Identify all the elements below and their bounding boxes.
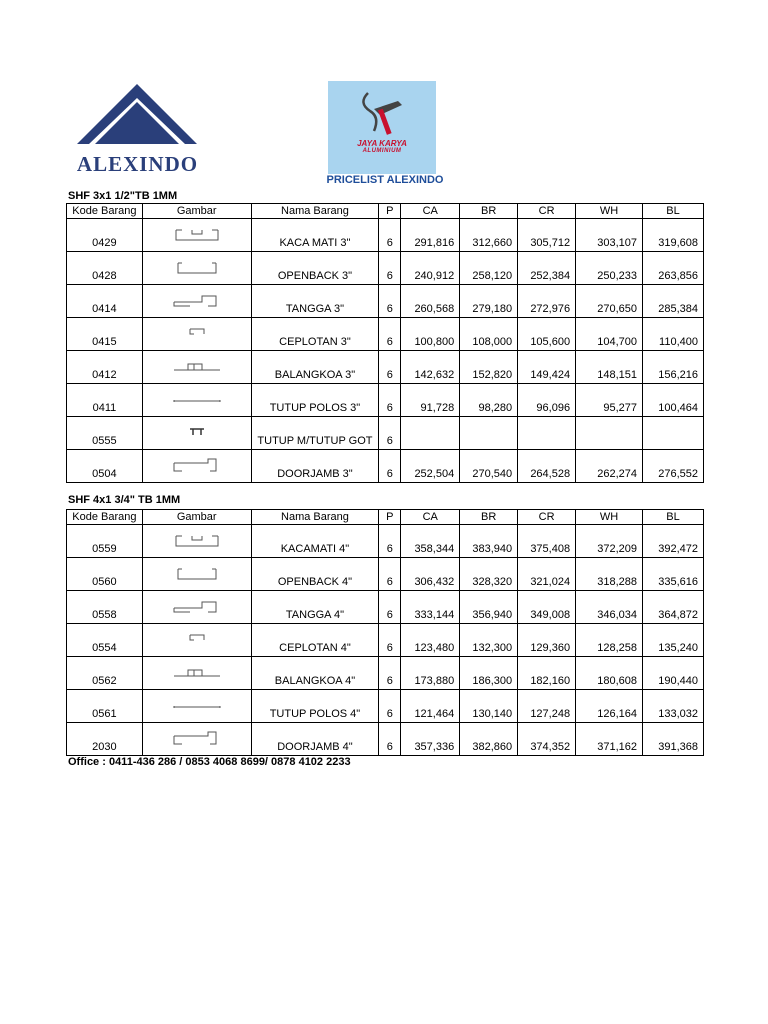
- gambar-cell: [142, 558, 251, 591]
- column-header-bl: BL: [642, 510, 703, 525]
- price-table-shf-4x1: [66, 509, 704, 756]
- p-cell: 6: [379, 285, 401, 318]
- price-cr-cell: 127,248: [518, 690, 576, 723]
- price-bl-cell: 135,240: [642, 624, 703, 657]
- alexindo-triangle-icon: [70, 82, 205, 150]
- p-cell: 6: [379, 723, 401, 756]
- nama-barang-cell: TANGGA 3": [251, 285, 379, 318]
- price-cr-cell: 129,360: [518, 624, 576, 657]
- table-row: [67, 384, 704, 417]
- profile-balangkoa-icon: [172, 358, 222, 376]
- p-cell: 6: [379, 219, 401, 252]
- price-br-cell: 383,940: [460, 525, 518, 558]
- nama-barang-cell: DOORJAMB 3": [251, 450, 379, 483]
- profile-tangga-icon: [172, 598, 222, 616]
- kode-barang-cell: 0561: [67, 690, 143, 723]
- jaya-karya-logo: [328, 81, 436, 174]
- p-cell: 6: [379, 417, 401, 450]
- price-cr-cell: 182,160: [518, 657, 576, 690]
- price-ca-cell: [401, 417, 460, 450]
- price-cr-cell: [518, 417, 576, 450]
- profile-ceplotan-icon: [172, 325, 222, 343]
- nama-barang-cell: OPENBACK 3": [251, 252, 379, 285]
- column-header-kode-barang: Kode Barang: [67, 510, 143, 525]
- kode-barang-cell: 0415: [67, 318, 143, 351]
- alexindo-logo: [70, 82, 205, 177]
- price-wh-cell: [576, 417, 643, 450]
- table-row: [67, 657, 704, 690]
- column-header-nama-barang: Nama Barang: [251, 204, 379, 219]
- price-wh-cell: 303,107: [576, 219, 643, 252]
- price-wh-cell: 128,258: [576, 624, 643, 657]
- price-ca-cell: 240,912: [401, 252, 460, 285]
- nama-barang-cell: BALANGKOA 3": [251, 351, 379, 384]
- gambar-cell: [142, 384, 251, 417]
- kode-barang-cell: 0414: [67, 285, 143, 318]
- profile-openback-icon: [172, 259, 222, 277]
- price-wh-cell: 180,608: [576, 657, 643, 690]
- profile-balangkoa-icon: [172, 664, 222, 682]
- gambar-cell: [142, 351, 251, 384]
- p-cell: 6: [379, 657, 401, 690]
- price-ca-cell: 123,480: [401, 624, 460, 657]
- price-bl-cell: 364,872: [642, 591, 703, 624]
- price-cr-cell: 375,408: [518, 525, 576, 558]
- table-row: [67, 525, 704, 558]
- price-ca-cell: 358,344: [401, 525, 460, 558]
- column-header-p: P: [379, 204, 401, 219]
- price-br-cell: [460, 417, 518, 450]
- gambar-cell: [142, 690, 251, 723]
- nama-barang-cell: DOORJAMB 4": [251, 723, 379, 756]
- price-ca-cell: 306,432: [401, 558, 460, 591]
- table-row: [67, 417, 704, 450]
- gambar-cell: [142, 723, 251, 756]
- kode-barang-cell: 0562: [67, 657, 143, 690]
- profile-tutup-polos-icon: [172, 697, 222, 715]
- price-bl-cell: 156,216: [642, 351, 703, 384]
- column-header-bl: BL: [642, 204, 703, 219]
- jaya-karya-emblem-icon: [328, 81, 436, 139]
- price-wh-cell: 371,162: [576, 723, 643, 756]
- nama-barang-cell: TUTUP POLOS 4": [251, 690, 379, 723]
- p-cell: 6: [379, 252, 401, 285]
- nama-barang-cell: CEPLOTAN 3": [251, 318, 379, 351]
- nama-barang-cell: BALANGKOA 4": [251, 657, 379, 690]
- price-wh-cell: 372,209: [576, 525, 643, 558]
- price-bl-cell: [642, 417, 703, 450]
- table-row: [67, 219, 704, 252]
- price-bl-cell: 190,440: [642, 657, 703, 690]
- table-row: [67, 252, 704, 285]
- price-ca-cell: 100,800: [401, 318, 460, 351]
- kode-barang-cell: 0429: [67, 219, 143, 252]
- table-row: [67, 285, 704, 318]
- gambar-cell: [142, 657, 251, 690]
- profile-kaca-mati-icon: [172, 532, 222, 550]
- price-cr-cell: 252,384: [518, 252, 576, 285]
- price-ca-cell: 252,504: [401, 450, 460, 483]
- price-bl-cell: 276,552: [642, 450, 703, 483]
- price-bl-cell: 319,608: [642, 219, 703, 252]
- price-br-cell: 186,300: [460, 657, 518, 690]
- p-cell: 6: [379, 450, 401, 483]
- price-cr-cell: 272,976: [518, 285, 576, 318]
- price-wh-cell: 270,650: [576, 285, 643, 318]
- price-bl-cell: 110,400: [642, 318, 703, 351]
- gambar-cell: [142, 591, 251, 624]
- gambar-cell: [142, 252, 251, 285]
- price-cr-cell: 321,024: [518, 558, 576, 591]
- p-cell: 6: [379, 558, 401, 591]
- kode-barang-cell: 0428: [67, 252, 143, 285]
- price-cr-cell: 96,096: [518, 384, 576, 417]
- price-ca-cell: 91,728: [401, 384, 460, 417]
- price-br-cell: 270,540: [460, 450, 518, 483]
- profile-ceplotan-icon: [172, 631, 222, 649]
- gambar-cell: [142, 318, 251, 351]
- price-cr-cell: 374,352: [518, 723, 576, 756]
- price-table-shf-3x1: [66, 203, 704, 483]
- price-wh-cell: 95,277: [576, 384, 643, 417]
- nama-barang-cell: KACA MATI 3": [251, 219, 379, 252]
- column-header-cr: CR: [518, 204, 576, 219]
- price-wh-cell: 346,034: [576, 591, 643, 624]
- price-bl-cell: 263,856: [642, 252, 703, 285]
- jaya-karya-name: JAYA KARYA: [357, 139, 407, 148]
- alexindo-logo-text: ALEXINDO: [76, 152, 199, 176]
- price-br-cell: 130,140: [460, 690, 518, 723]
- column-header-ca: CA: [401, 510, 460, 525]
- column-header-ca: CA: [401, 204, 460, 219]
- table-row: [67, 318, 704, 351]
- profile-kaca-mati-icon: [172, 226, 222, 244]
- price-wh-cell: 126,164: [576, 690, 643, 723]
- gambar-cell: [142, 285, 251, 318]
- price-bl-cell: 133,032: [642, 690, 703, 723]
- price-br-cell: 98,280: [460, 384, 518, 417]
- price-br-cell: 152,820: [460, 351, 518, 384]
- pricelist-title: PRICELIST ALEXINDO: [326, 174, 444, 186]
- table-row: [67, 558, 704, 591]
- column-header-wh: WH: [576, 510, 643, 525]
- table-row: [67, 723, 704, 756]
- price-wh-cell: 104,700: [576, 318, 643, 351]
- price-br-cell: 312,660: [460, 219, 518, 252]
- price-cr-cell: 149,424: [518, 351, 576, 384]
- price-br-cell: 258,120: [460, 252, 518, 285]
- price-ca-cell: 142,632: [401, 351, 460, 384]
- table-row: [67, 351, 704, 384]
- column-header-gambar: Gambar: [142, 510, 251, 525]
- price-bl-cell: 392,472: [642, 525, 703, 558]
- price-br-cell: 328,320: [460, 558, 518, 591]
- price-wh-cell: 148,151: [576, 351, 643, 384]
- kode-barang-cell: 0560: [67, 558, 143, 591]
- profile-doorjamb-icon: [172, 730, 222, 748]
- kode-barang-cell: 0554: [67, 624, 143, 657]
- p-cell: 6: [379, 384, 401, 417]
- column-header-p: P: [379, 510, 401, 525]
- jaya-karya-sub: ALUMINIUM: [362, 148, 402, 154]
- gambar-cell: [142, 219, 251, 252]
- price-bl-cell: 100,464: [642, 384, 703, 417]
- nama-barang-cell: OPENBACK 4": [251, 558, 379, 591]
- price-bl-cell: 285,384: [642, 285, 703, 318]
- nama-barang-cell: TUTUP POLOS 3": [251, 384, 379, 417]
- table-row: [67, 450, 704, 483]
- price-wh-cell: 262,274: [576, 450, 643, 483]
- price-bl-cell: 335,616: [642, 558, 703, 591]
- section-title-shf-4x1: SHF 4x1 3/4" TB 1MM: [68, 494, 181, 506]
- p-cell: 6: [379, 525, 401, 558]
- column-header-wh: WH: [576, 204, 643, 219]
- table-row: [67, 690, 704, 723]
- table-row: [67, 624, 704, 657]
- column-header-br: BR: [460, 510, 518, 525]
- p-cell: 6: [379, 351, 401, 384]
- gambar-cell: [142, 417, 251, 450]
- profile-openback-icon: [172, 565, 222, 583]
- profile-tutup-got-icon: [172, 424, 222, 442]
- kode-barang-cell: 0559: [67, 525, 143, 558]
- price-br-cell: 108,000: [460, 318, 518, 351]
- column-header-gambar: Gambar: [142, 204, 251, 219]
- gambar-cell: [142, 525, 251, 558]
- gambar-cell: [142, 450, 251, 483]
- column-header-br: BR: [460, 204, 518, 219]
- nama-barang-cell: CEPLOTAN 4": [251, 624, 379, 657]
- column-header-nama-barang: Nama Barang: [251, 510, 379, 525]
- price-ca-cell: 260,568: [401, 285, 460, 318]
- nama-barang-cell: TANGGA 4": [251, 591, 379, 624]
- kode-barang-cell: 0412: [67, 351, 143, 384]
- office-contact: Office : 0411-436 286 / 0853 4068 8699/ 0878 4102 2233: [68, 756, 351, 768]
- price-wh-cell: 250,233: [576, 252, 643, 285]
- column-header-cr: CR: [518, 510, 576, 525]
- kode-barang-cell: 2030: [67, 723, 143, 756]
- profile-doorjamb-icon: [172, 457, 222, 475]
- price-ca-cell: 291,816: [401, 219, 460, 252]
- price-br-cell: 382,860: [460, 723, 518, 756]
- price-cr-cell: 264,528: [518, 450, 576, 483]
- column-header-kode-barang: Kode Barang: [67, 204, 143, 219]
- price-bl-cell: 391,368: [642, 723, 703, 756]
- profile-tutup-polos-icon: [172, 391, 222, 409]
- p-cell: 6: [379, 318, 401, 351]
- p-cell: 6: [379, 591, 401, 624]
- kode-barang-cell: 0555: [67, 417, 143, 450]
- table-row: [67, 591, 704, 624]
- price-ca-cell: 333,144: [401, 591, 460, 624]
- kode-barang-cell: 0504: [67, 450, 143, 483]
- price-br-cell: 356,940: [460, 591, 518, 624]
- profile-tangga-icon: [172, 292, 222, 310]
- price-wh-cell: 318,288: [576, 558, 643, 591]
- p-cell: 6: [379, 624, 401, 657]
- kode-barang-cell: 0558: [67, 591, 143, 624]
- section-title-shf-3x1: SHF 3x1 1/2"TB 1MM: [68, 190, 178, 202]
- p-cell: 6: [379, 690, 401, 723]
- nama-barang-cell: KACAMATI 4": [251, 525, 379, 558]
- nama-barang-cell: TUTUP M/TUTUP GOT: [251, 417, 379, 450]
- price-cr-cell: 305,712: [518, 219, 576, 252]
- price-ca-cell: 173,880: [401, 657, 460, 690]
- kode-barang-cell: 0411: [67, 384, 143, 417]
- gambar-cell: [142, 624, 251, 657]
- price-br-cell: 132,300: [460, 624, 518, 657]
- price-cr-cell: 105,600: [518, 318, 576, 351]
- price-br-cell: 279,180: [460, 285, 518, 318]
- price-cr-cell: 349,008: [518, 591, 576, 624]
- price-ca-cell: 357,336: [401, 723, 460, 756]
- price-ca-cell: 121,464: [401, 690, 460, 723]
